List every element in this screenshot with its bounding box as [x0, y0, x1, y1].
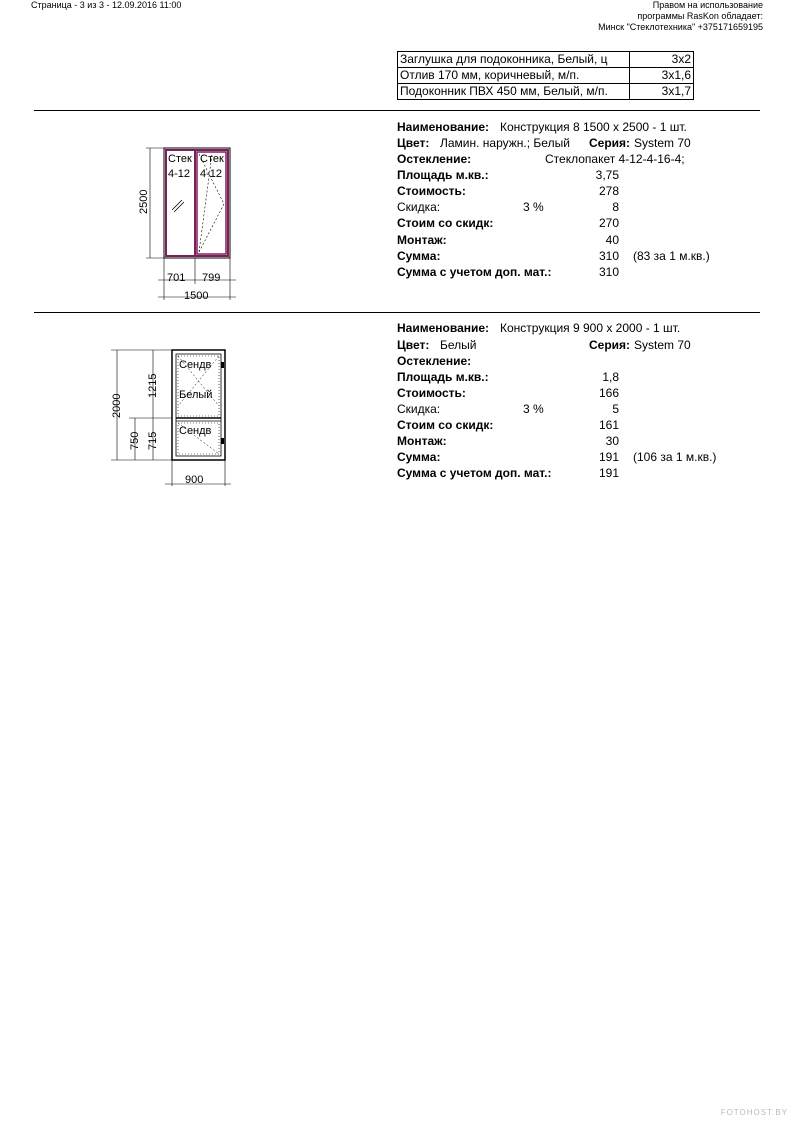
divider — [34, 110, 760, 111]
extra-qty: 3x1,6 — [630, 68, 694, 84]
per-m2-value: (106 за 1 м.кв.) — [633, 450, 717, 464]
series-value: System 70 — [634, 338, 691, 352]
sum-label: Сумма: — [397, 249, 441, 263]
extra-name: Отлив 170 мм, коричневый, м/п. — [398, 68, 630, 84]
series-label: Серия: — [589, 136, 631, 150]
area-label: Площадь м.кв.: — [397, 168, 489, 182]
cost-discount-label: Стоим со скидк: — [397, 216, 494, 230]
width-dimension: 900 — [185, 474, 204, 486]
watermark: FOTOHOST.BY — [720, 1108, 788, 1117]
width-dimension: 1500 — [184, 290, 209, 302]
upper-dimension: 1215 — [147, 373, 159, 398]
height-dimension: 2500 — [138, 189, 150, 214]
construction-9-drawing — [105, 340, 235, 490]
mount-value: 40 — [605, 233, 619, 247]
cost-discount-value: 161 — [598, 418, 619, 432]
discount-percent: 3 % — [523, 200, 544, 214]
pane-text: 4-12 — [200, 168, 223, 180]
pane-text: Стек — [200, 153, 224, 165]
extra-qty: 3x1,7 — [630, 84, 694, 100]
discount-value: 8 — [612, 200, 619, 214]
right-width-dimension: 799 — [202, 272, 221, 284]
glazing-label: Остекление: — [397, 354, 472, 368]
color-value: Белый — [440, 338, 477, 352]
sum-total-value: 310 — [598, 265, 619, 279]
mount-value: 30 — [605, 434, 619, 448]
area-value: 1,8 — [602, 370, 619, 384]
extra-name: Подоконник ПВХ 450 мм, Белый, м/п. — [398, 84, 630, 100]
page-info: Страница - 3 из 3 - 12.09.2016 11:00 — [31, 0, 182, 10]
table-row — [398, 68, 694, 84]
cost-discount-value: 270 — [598, 216, 619, 230]
name-label: Наименование: — [397, 321, 490, 335]
pane-text: Стек — [168, 153, 192, 165]
color-label: Цвет: — [397, 136, 430, 150]
lower-dimension: 750 — [129, 431, 141, 450]
mount-label: Монтаж: — [397, 434, 447, 448]
cost-discount-label: Стоим со скидк: — [397, 418, 494, 432]
extra-name: Заглушка для подоконника, Белый, ц — [398, 52, 630, 68]
series-label: Серия: — [589, 338, 631, 352]
area-value: 3,75 — [595, 168, 619, 182]
discount-value: 5 — [612, 402, 619, 416]
mount-label: Монтаж: — [397, 233, 447, 247]
discount-label: Скидка: — [397, 402, 441, 416]
rights-line-3: Минск "Стеклотехника" +375171659195 — [598, 22, 763, 32]
color-value: Ламин. наружн.; Белый — [440, 136, 570, 150]
extras-table — [397, 51, 694, 100]
table-row — [398, 84, 694, 100]
cost-label: Стоимость: — [397, 184, 466, 198]
glazing-value: Стеклопакет 4-12-4-16-4; — [545, 152, 685, 166]
area-label: Площадь м.кв.: — [397, 370, 489, 384]
pane-text: 4-12 — [168, 168, 191, 180]
cost-value: 166 — [598, 386, 619, 400]
sum-total-label: Сумма с учетом доп. мат.: — [397, 466, 552, 480]
lower-inner-dimension: 715 — [147, 431, 159, 450]
divider — [34, 312, 760, 313]
sum-label: Сумма: — [397, 450, 441, 464]
series-value: System 70 — [634, 136, 691, 150]
sum-total-value: 191 — [598, 466, 619, 480]
sum-total-label: Сумма с учетом доп. мат.: — [397, 265, 552, 279]
name-label: Наименование: — [397, 120, 490, 134]
left-width-dimension: 701 — [167, 272, 186, 284]
cost-label: Стоимость: — [397, 386, 466, 400]
sum-value: 310 — [598, 249, 619, 263]
glazing-label: Остекление: — [397, 152, 472, 166]
cost-value: 278 — [598, 184, 619, 198]
per-m2-value: (83 за 1 м.кв.) — [633, 249, 710, 263]
discount-percent: 3 % — [523, 402, 544, 416]
pane-text: Белый — [179, 389, 213, 401]
rights-line-1: Правом на использование — [652, 0, 763, 10]
name-value: Конструкция 8 1500 х 2500 - 1 шт. — [500, 120, 687, 134]
extra-qty: 3x2 — [630, 52, 694, 68]
sum-value: 191 — [598, 450, 619, 464]
construction-8-drawing — [130, 140, 250, 305]
name-value: Конструкция 9 900 х 2000 - 1 шт. — [500, 321, 681, 335]
table-row — [398, 52, 694, 68]
discount-label: Скидка: — [397, 200, 441, 214]
pane-text: Сендв — [179, 425, 212, 437]
rights-line-2: программы RasKon обладает: — [637, 11, 763, 21]
pane-text: Сендв — [179, 359, 212, 371]
color-label: Цвет: — [397, 338, 430, 352]
height-dimension: 2000 — [111, 393, 123, 418]
